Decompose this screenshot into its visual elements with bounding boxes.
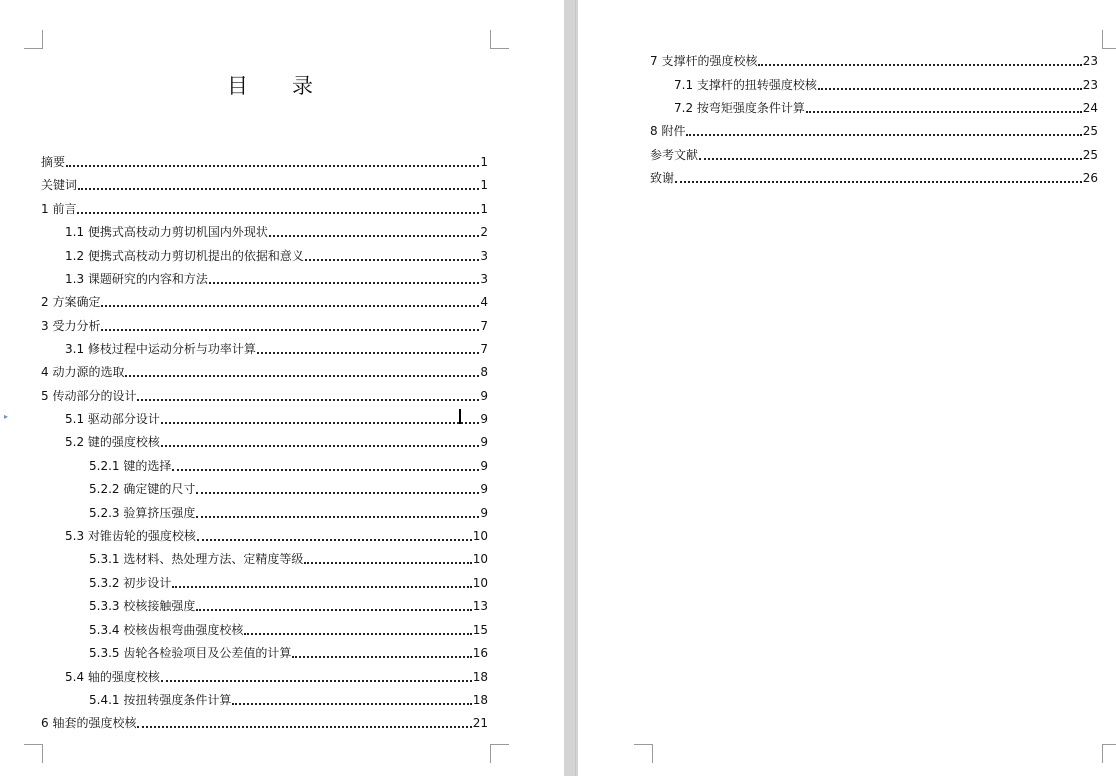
toc-entry-label: 7.1 支撑杆的扭转强度校核 [674,78,817,92]
leader-dots [699,158,1082,160]
toc-entry-page: 3 [480,272,488,286]
margin-corner-top-left [24,30,43,49]
toc-entry[interactable] [41,711,488,731]
toc-entry-label: 1.2 便携式高枝动力剪切机提出的依据和意义 [65,249,304,263]
leader-dots [66,165,479,167]
toc-entry-label: 7 支撑杆的强度校核 [650,54,758,68]
toc-title-char-2: 录 [292,74,313,98]
toc-entry-page: 13 [472,599,488,613]
toc-entry-label: 5.1 驱动部分设计 [65,412,160,426]
toc-entry-page: 2 [480,225,488,239]
toc-entry-page: 9 [480,435,488,449]
leader-dots [77,212,479,214]
leader-dots [232,703,471,705]
toc-entry-page: 7 [480,342,488,356]
toc-entry[interactable] [65,267,488,287]
leader-dots [305,259,479,261]
leader-dots [196,492,479,494]
leader-dots [161,680,472,682]
page-gutter-edge [575,0,576,776]
toc-entry[interactable] [41,197,488,217]
toc-entry-page: 9 [480,459,488,473]
toc-entry-page: 18 [472,693,488,707]
leader-dots [269,235,479,237]
toc-entry-label: 1.1 便携式高枝动力剪切机国内外现状 [65,225,268,239]
margin-corner-top-right [1102,30,1116,49]
leader-dots [172,586,471,588]
toc-entry[interactable] [650,49,1098,69]
margin-corner-bottom-left [634,744,653,763]
margin-corner-top-right [490,30,509,49]
toc-entry-page: 10 [472,552,488,566]
toc-entry-page: 10 [472,529,488,543]
toc-entry[interactable] [41,314,488,334]
leader-dots [806,111,1082,113]
toc-entry-label: 1.3 课题研究的内容和方法 [65,272,208,286]
toc-entry-label: 7.2 按弯矩强度条件计算 [674,101,805,115]
toc-entry-label: 1 前言 [41,202,77,216]
leader-dots [101,305,479,307]
leader-dots [196,609,471,611]
leader-dots [675,181,1082,183]
toc-entry-label: 6 轴套的强度校核 [41,716,137,730]
toc-entry[interactable] [65,665,488,685]
toc-entry-page: 16 [472,646,488,660]
toc-entry-page: 24 [1082,101,1098,115]
toc-entry-label: 5.3.5 齿轮各检验项目及公差值的计算 [89,646,292,660]
toc-entry[interactable] [650,143,1098,163]
leader-dots [161,445,479,447]
toc-entry-page: 1 [480,202,488,216]
toc-entry-page: 25 [1082,148,1098,162]
toc-entry-label: 5.2.1 键的选择 [89,459,172,473]
leader-dots [137,399,479,401]
leader-dots [125,375,479,377]
toc-entry-label: 5.2.3 验算挤压强度 [89,506,196,520]
toc-entry-label: 5.3.1 选材料、热处理方法、定精度等级 [89,552,304,566]
toc-entry-label: 3 受力分析 [41,319,101,333]
toc-entry[interactable] [41,360,488,380]
leader-dots [818,88,1082,90]
toc-entry-page: 25 [1082,124,1098,138]
leader-dots [257,352,479,354]
toc-entry[interactable] [89,547,488,567]
toc-entry-label: 5.3.3 校核接触强度 [89,599,196,613]
toc-entry[interactable] [65,220,488,240]
leader-dots [304,562,471,564]
toc-entry[interactable] [65,430,488,450]
toc-entry-page: 10 [472,576,488,590]
leader-dots [686,134,1081,136]
toc-entry[interactable] [65,524,488,544]
toc-entry-page: 9 [480,389,488,403]
toc-entry[interactable] [674,96,1098,116]
toc-entry-label: 5.4.1 按扭转强度条件计算 [89,693,232,707]
toc-entry-label: 8 附件 [650,124,686,138]
toc-entry[interactable] [650,119,1098,139]
toc-entry-page: 21 [472,716,488,730]
toc-entry[interactable] [89,501,488,521]
toc-entry-label: 5.4 轴的强度校核 [65,670,160,684]
toc-entry-label: 参考文献 [650,148,699,162]
toc-entry[interactable] [41,290,488,310]
toc-entry-page: 26 [1082,171,1098,185]
leader-dots [161,422,479,424]
toc-entry-page: 9 [480,412,488,426]
toc-entry-page: 23 [1082,78,1098,92]
leader-dots [197,539,472,541]
document-page-right [578,0,1116,776]
leader-dots [78,188,479,190]
leader-dots [137,726,471,728]
leader-dots [244,633,471,635]
toc-title-char-1: 目 [227,74,248,98]
margin-corner-bottom-left [24,744,43,763]
toc-entry[interactable] [65,407,488,427]
toc-entry-label: 5 传动部分的设计 [41,389,137,403]
toc-entry-page: 1 [480,178,488,192]
toc-entry-page: 1 [480,155,488,169]
toc-entry-label: 致谢 [650,171,675,185]
toc-entry[interactable] [89,688,488,708]
toc-entry-page: 3 [480,249,488,263]
toc-entry[interactable] [65,244,488,264]
toc-entry-label: 3.1 修枝过程中运动分析与功率计算 [65,342,256,356]
toc-entry-label: 摘要 [41,155,66,169]
margin-corner-bottom-right [490,744,509,763]
toc-entry-label: 5.2 键的强度校核 [65,435,160,449]
toc-entry-page: 9 [480,506,488,520]
toc-entry-page: 7 [480,319,488,333]
leader-dots [101,329,479,331]
toc-entry[interactable] [89,618,488,638]
toc-entry-label: 5.3.2 初步设计 [89,576,172,590]
toc-entry-label: 5.3.4 校核齿根弯曲强度校核 [89,623,244,637]
leader-dots [172,469,479,471]
toc-entry[interactable] [89,594,488,614]
toc-entry-page: 9 [480,482,488,496]
toc-entry[interactable] [89,477,488,497]
toc-entry[interactable] [41,173,488,193]
leader-dots [758,64,1081,66]
toc-entry[interactable] [89,571,488,591]
toc-entry-label: 5.2.2 确定键的尺寸 [89,482,196,496]
margin-corner-bottom-right [1102,744,1116,763]
toc-entry-label: 2 方案确定 [41,295,101,309]
text-cursor [459,409,461,424]
toc-entry-page: 18 [472,670,488,684]
toc-entry-page: 23 [1082,54,1098,68]
leader-dots [209,282,479,284]
toc-title [0,70,540,100]
toc-entry-page: 8 [480,365,488,379]
toc-entry[interactable] [41,384,488,404]
toc-entry-label: 5.3 对锥齿轮的强度校核 [65,529,196,543]
leader-dots [292,656,471,658]
toc-entry-page: 15 [472,623,488,637]
leader-dots [196,516,479,518]
toc-entry[interactable] [89,641,488,661]
toc-entry-label: 4 动力源的选取 [41,365,125,379]
toc-entry[interactable] [41,150,488,170]
toc-entry[interactable] [89,454,488,474]
margin-marker-icon: ▸ [4,412,9,421]
toc-entry-label: 关键词 [41,178,78,192]
toc-entry[interactable] [674,73,1098,93]
toc-entry[interactable] [65,337,488,357]
toc-entry[interactable] [650,166,1098,186]
toc-entry-page: 4 [480,295,488,309]
